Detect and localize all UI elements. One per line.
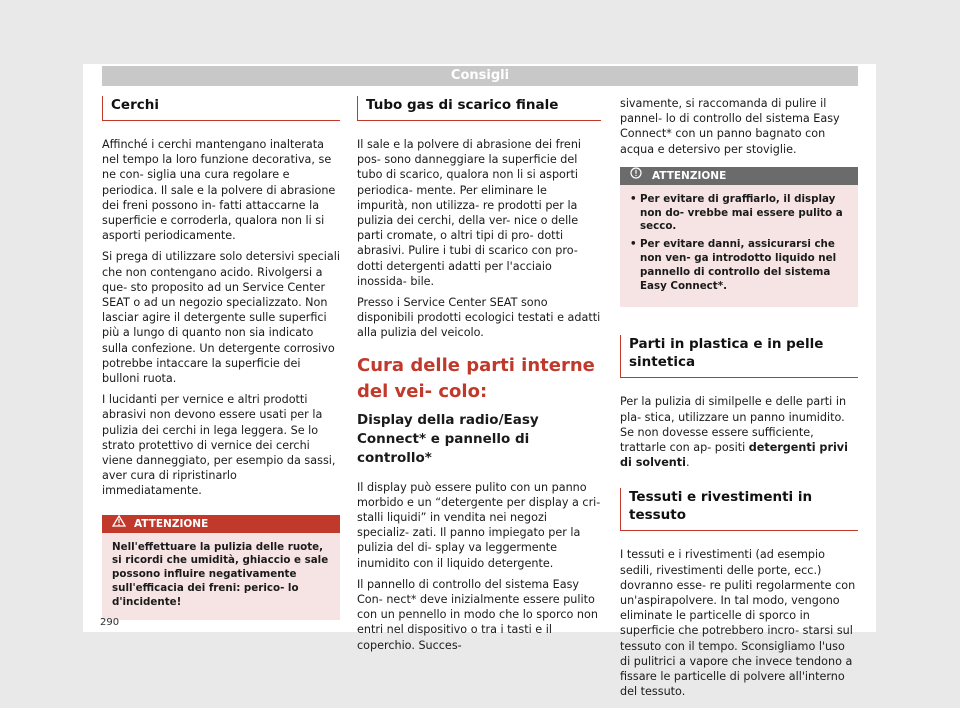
paragraph: I lucidanti per vernice e altri prodotti abrasivi non devono essere usati per la pulizia dei cerchi in lega leggera. Se lo strato protettivo di vernice dei cerchi viene danneggiato, per esempio da sassi, aver cura di ripristinarlo immediatamente. <box>102 393 336 498</box>
column-1 <box>102 96 340 620</box>
column-2 <box>357 96 601 659</box>
paragraph: Affinché i cerchi mantengano inalterata nel tempo la loro funzione decorativa, se ne con- siglia una cura regolare e periodica. Il sale e la polvere di abrasione dei freni possono in- fatti attaccarne la superficie e corroderla, qualora non li si asporti periodicamente. <box>102 138 336 243</box>
warning-header <box>102 515 340 533</box>
chapter-title: Cura delle parti interne del vei- colo: <box>357 354 595 402</box>
warning-triangle-icon <box>112 515 130 533</box>
warning-bullet: • Per evitare danni, assicurarsi che non ven- ga introdotto liquido nel pannello di controllo del sistema Easy Connect*. <box>630 238 848 293</box>
paragraph: Per la pulizia di similpelle e delle parti in pla- stica, utilizzare un panno inumidito. Se non dovesse essere sufficiente, trattarle con ap- positi detergenti privi di solventi. <box>620 395 848 470</box>
heading-tubo-gas: Tubo gas di scarico finale <box>357 96 601 121</box>
column-3 <box>620 96 858 705</box>
warning-box <box>620 167 858 308</box>
subheading-display: Display della radio/Easy Connect* e pannello di controllo* <box>357 411 539 466</box>
paragraph: Il pannello di controllo del sistema Easy Con- nect* deve inizialmente essere pulito con un pennello in modo che lo sporco non entri nel dispositivo o tra i tasti e il coperchio. Succes- <box>357 577 598 652</box>
paragraph: Si prega di utilizzare solo detersivi speciali che non contengano acido. Rivolgersi a que- sto proposito ad un Service Center SEAT o ad un negozio specializzato. Non lasciar agire il detergente sulle superfici più a lungo di quanto non sia indicato sulla confezione. Un detergente corrosivo potrebbe intaccare la superficie dei bulloni ruota. <box>102 250 340 386</box>
page-number: 290 <box>100 617 120 628</box>
info-icon <box>630 167 648 185</box>
paragraph: Il sale e la polvere di abrasione dei freni pos- sono danneggiare la superficie del tubo di scarico, qualora non li si asporti periodica- mente. Per eliminare le impurità, non utilizza- re prodotti per la pulizia dei cerchi, della ver- nice o delle parti cromate, o altri tipi di pro- dotti abrasivi. Pulire i tubi di scarico con pro- dotti detergenti adatti per l'acciaio inossida- bile. <box>357 138 582 288</box>
paragraph: I tessuti e i rivestimenti (ad esempio sedili, rivestimenti delle porte, ecc.) dovranno esse- re puliti regolarmente con un'aspirapolvere. In tal modo, vengono eliminate le particelle di sporco in superficie che potrebbero incro- starsi sul tessuto con il tempo. Sconsigliamo l'uso di pulitrici a vapore che invece tendono a fissare le particelle di polvere all'interno del tessuto. <box>620 548 856 699</box>
warning-text: Nell'effettuare la pulizia delle ruote, si ricordi che umidità, ghiaccio e sale possono influire negativamente sull'efficacia dei freni: perico- lo d'incidente! <box>112 540 329 608</box>
heading-cerchi: Cerchi <box>102 96 340 121</box>
section-header: Consigli <box>102 66 858 86</box>
paragraph: sivamente, si raccomanda di pulire il pannel- lo di controllo del sistema Easy Connect* con un panno bagnato con acqua e detersivo per stoviglie. <box>620 97 840 156</box>
warning-bullet: • Per evitare di graffiarlo, il display non do- vrebbe mai essere pulito a secco. <box>630 193 848 234</box>
heading-parti-plastica: Parti in plastica e in pelle sintetica <box>620 335 858 378</box>
paragraph: Il display può essere pulito con un panno morbido e un “detergente per display a cri- stalli liquidi” in vendita nei negozi specializ- zati. Il panno impiegato per la pulizia del di- splay va leggermente inumidito con il liquido detergente. <box>357 480 601 570</box>
warning-label: ATTENZIONE <box>134 517 209 530</box>
warning-box <box>102 515 340 620</box>
warning-label: ATTENZIONE <box>652 169 727 182</box>
heading-tessuti: Tessuti e rivestimenti in tessuto <box>620 488 858 531</box>
warning-list <box>620 185 858 308</box>
notice-header <box>620 167 858 185</box>
paragraph: Presso i Service Center SEAT sono disponibili prodotti ecologici testati e adatti alla pulizia del veicolo. <box>357 296 601 340</box>
emphasis: detergenti privi di solventi <box>620 441 848 470</box>
